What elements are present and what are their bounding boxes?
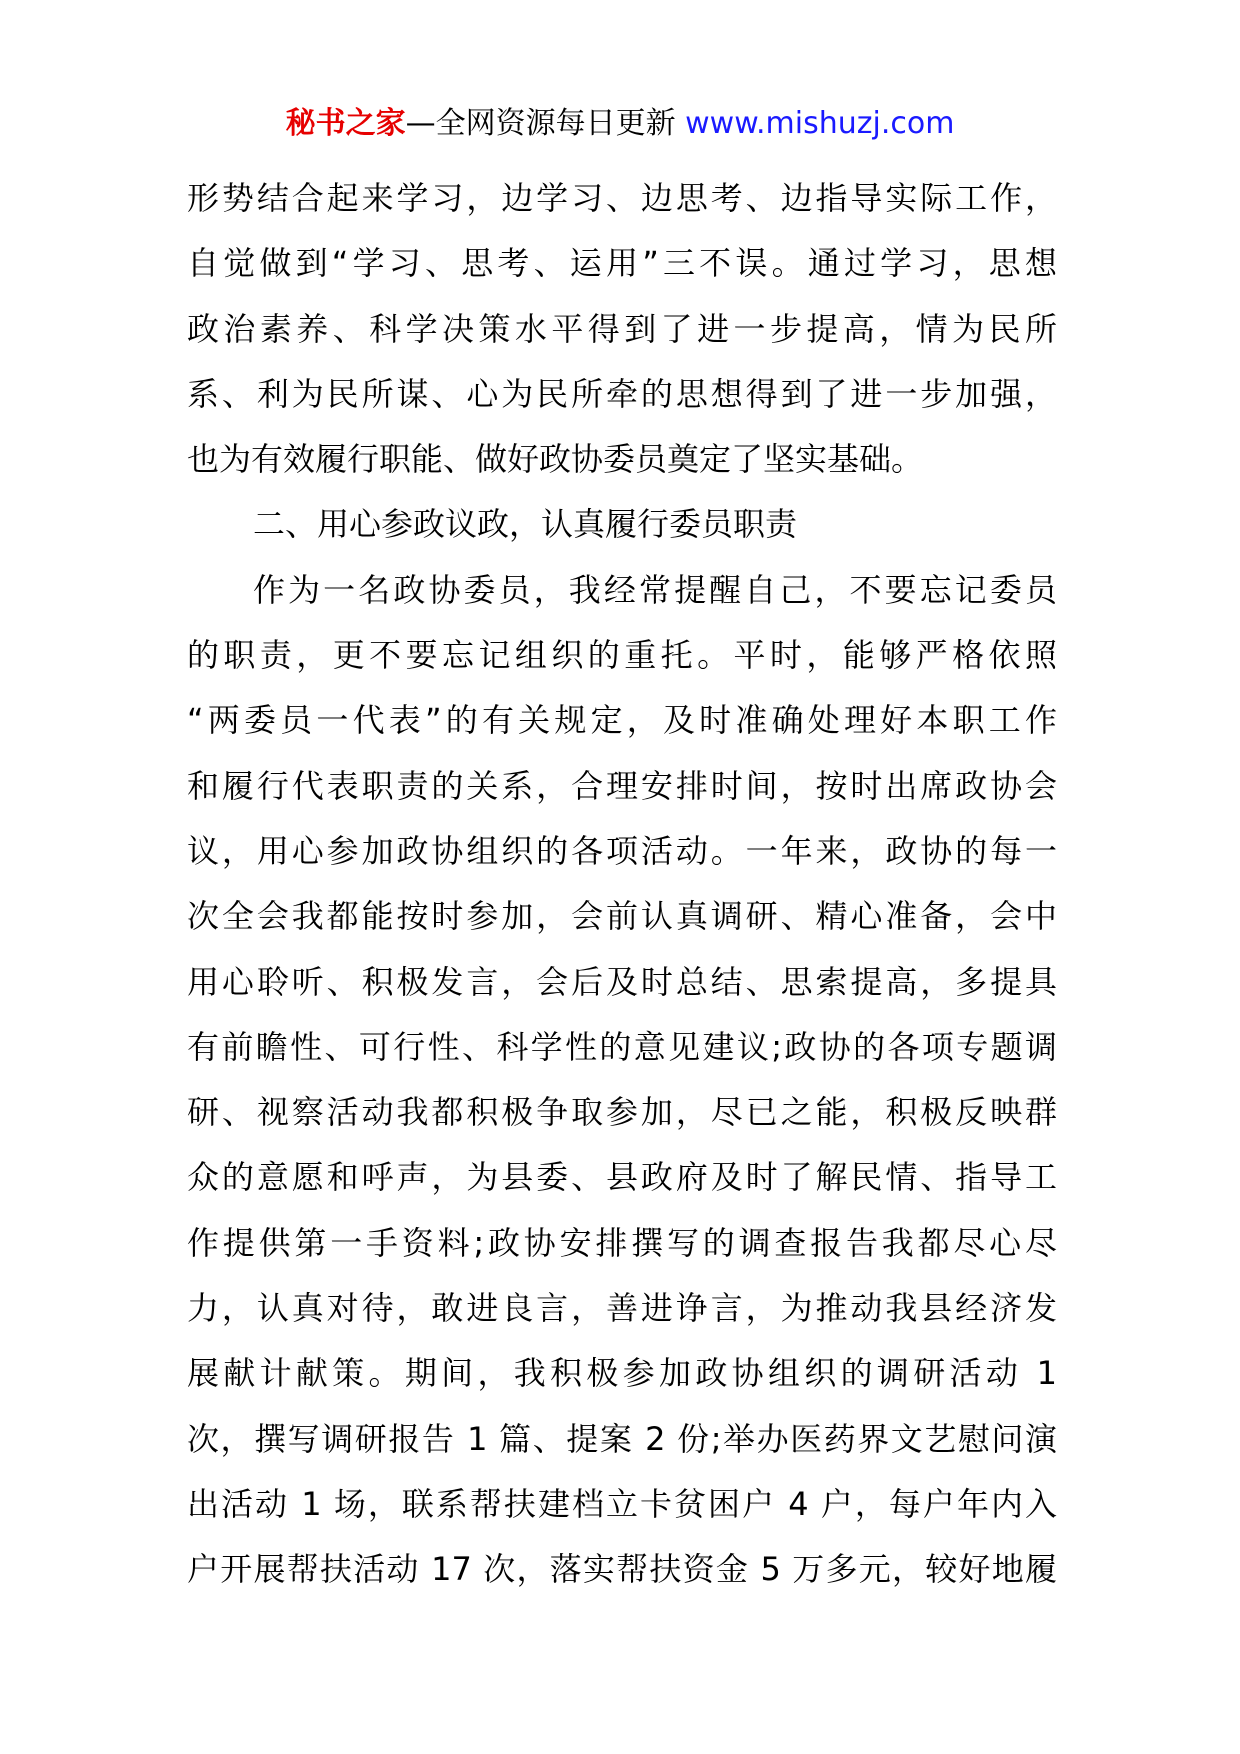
text-line: 力，认真对待，敢进良言，善进诤言，为推动我县经济发	[187, 1289, 1057, 1328]
document-body	[187, 166, 1057, 1603]
text-line: 和履行代表职责的关系，合理安排时间，按时出席政协会	[187, 766, 1057, 805]
text-line: 次全会我都能按时参加，会前认真调研、精心准备，会中	[187, 897, 1057, 936]
text-line: “两委员一代表”的有关规定，及时准确处理好本职工作	[187, 701, 1057, 740]
text-line: 形势结合起来学习，边学习、边思考、边指导实际工作，	[187, 179, 1057, 217]
text-line: 众的意愿和呼声，为县委、县政府及时了解民情、指导工	[187, 1158, 1057, 1197]
text-line: 用心聆听、积极发言，会后及时总结、思索提高，多提具	[187, 962, 1057, 1001]
text-line: 自觉做到“学习、思考、运用”三不误。通过学习，思想	[187, 244, 1057, 283]
section-heading: 二、用心参政议政，认真履行委员职责	[253, 505, 798, 544]
site-brand: 秘书之家	[285, 106, 406, 141]
text-line: 系、利为民所谋、心为民所牵的思想得到了进一步加强，	[187, 374, 1057, 413]
text-line: 政治素养、科学决策水平得到了进一步提高，情为民所	[187, 309, 1057, 348]
text-line: 户开展帮扶活动 17 次，落实帮扶资金 5 万多元，较好地履	[187, 1550, 1057, 1589]
text-line: 出活动 1 场，联系帮扶建档立卡贫困户 4 户，每户年内入	[187, 1484, 1057, 1523]
text-line: 的职责，更不要忘记组织的重托。平时，能够严格依照	[187, 636, 1057, 675]
page-header	[0, 104, 1240, 144]
text-line: 议，用心参加政协组织的各项活动。一年来，政协的每一	[187, 831, 1057, 870]
text-line: 作提供第一手资料;政协安排撰写的调查报告我都尽心尽	[187, 1223, 1057, 1262]
text-line: 研、视察活动我都积极争取参加，尽已之能，积极反映群	[187, 1093, 1057, 1132]
text-line: 作为一名政协委员，我经常提醒自己，不要忘记委员	[253, 570, 1057, 609]
text-line: 也为有效履行职能、做好政协委员奠定了坚实基础。	[187, 440, 924, 479]
text-line: 次，撰写调研报告 1 篇、提案 2 份;举办医药界文艺慰问演	[187, 1419, 1057, 1458]
text-line: 展献计献策。期间，我积极参加政协组织的调研活动 1	[187, 1354, 1057, 1393]
site-url-link[interactable]: www.mishuzj.com	[685, 106, 955, 141]
text-line: 有前瞻性、可行性、科学性的意见建议;政协的各项专题调	[187, 1027, 1057, 1066]
site-tagline: —全网资源每日更新	[405, 106, 676, 141]
